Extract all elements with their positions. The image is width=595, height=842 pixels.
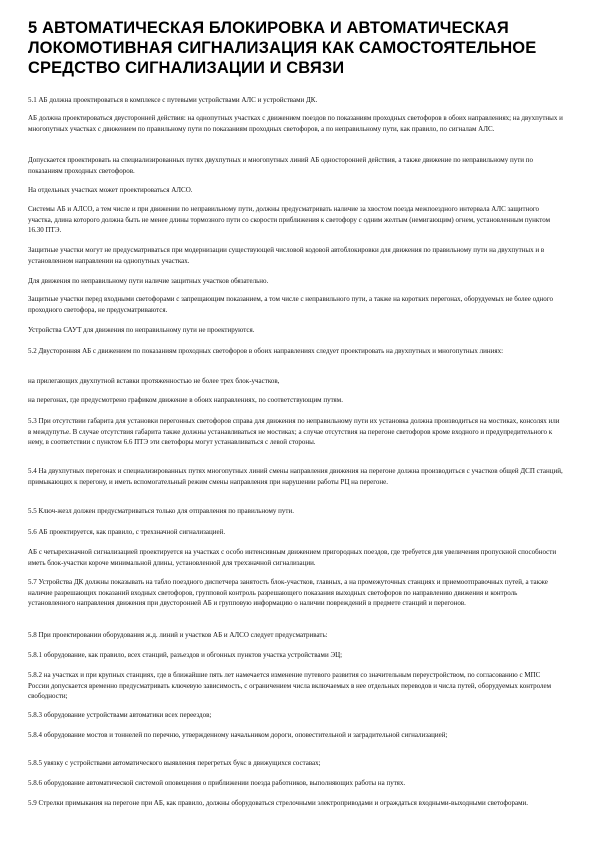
paragraph-5-6-four-aspect: АБ с четырехзначной сигнализацией проектируется на участках с особо интенсивным движением пригородных поездов, где требуется для увеличения пропускной способности иметь блок-участки короче минимальной длины, установленной для трехзначной сигнализации. [28,548,557,567]
paragraph-saut: Устройства САУТ для движения по неправильному пути не проектируются. [28,326,255,334]
paragraph-5-8-4: 5.8.4 оборудование мостов и тоннелей по перечню, утвержденному начальником дороги, оповестительной и заградительной сигнализацией; [28,731,448,739]
paragraph-5-7: 5.7 Устройства ДК должны показывать на табло поездного диспетчера занятость блок-участков, главных, а на промежуточных станциях и приемоотправочных путей, а также наличие разрешающих показаний входных светофоров, групповой контроль разрешающего показания выходных светофоров по направлению движения и контроль установленного направления движения при двусторонней АБ и групповую информацию о наличии повреждений в предмете станций и перегонов. [28,578,548,608]
paragraph-5-8-5: 5.8.5 увязку с устройствами автоматического выявления перегретых букс в движущихся составах; [28,759,321,767]
paragraph-wrong-track-mandatory: Для движения по неправильному пути наличие защитных участков обязательно. [28,277,269,285]
paragraph-5-6: 5.6 АБ проектируется, как правило, с трехзначной сигнализацией. [28,528,226,536]
paragraph-5-8-2: 5.8.2 на участках и при крупных станциях, где в ближайшие пять лет намечается изменение путевого развития со значительным переустройством, по согласованию с МПС России допускается временно предусматривать ключевую зависимость, с ограничением числа включаемых в нее отдельных переводов и числа путей, оборудуемых контролем свободности; [28,671,552,701]
paragraph-specialized-paths: Допускается проектировать на специализированных путях двухпутных и многопутных линий АБ односторонней действия, а также движение по неправильному пути по показаниям проходных светофоров. [28,156,534,175]
document-title: 5 АВТОМАТИЧЕСКАЯ БЛОКИРОВКА И АВТОМАТИЧЕСКАЯ ЛОКОМОТИВНАЯ СИГНАЛИЗАЦИЯ КАК САМОСТОЯТЕЛЬНОЕ СРЕДСТВО СИГНАЛИЗАЦИИ И СВЯЗИ [28,19,537,77]
paragraph-protective-sections: Системы АБ и АЛСО, а тем числе и при движении по неправильному пути, должны предусматривать наличие за хвостом поезда межпоездного интервала АЛС защитного участка, длина которого должна быть не менее длины тормозного пути со скорости приближения к светофору с одним желтым (немигающим) огнем, установленным пунктом 16.30 ПТЭ. [28,205,550,235]
paragraph-5-1-ab-two-way: АБ должна проектироваться двусторонней действия: на однопутных участках с движением поездов по показаниям проходных светофоров в обоих направлениях; на двухпутных и многопутных участках с движением по правильному пути по показаниям проходных светофоров, а по неправильному пути, как правило, по сигналам АЛС. [28,114,563,133]
paragraph-5-5: 5.5 Ключ-жезл должен предусматриваться только для отправления по правильному пути. [28,507,294,515]
paragraph-5-8-3: 5.8.3 оборудование устройствами автоматики всех переездов; [28,711,212,719]
paragraph-5-2-both-directions: на перегонах, где предусмотрено графиком движение в обоих направлениях, по соответствующим путям. [28,396,343,404]
paragraph-protective-not-required: Защитные участки могут не предусматриваться при модернизации существующей числовой кодовой автоблокировки для движения по правильному пути на двухпутных и в установленном направлении на однопутных участках. [28,246,545,265]
paragraph-entrance-signals: Защитные участки перед входными светофорами с запрещающим показанием, а том числе с неправильного пути, а также на коротких перегонах, оборудуемых не более одного проходного светофора, не предусматриваются. [28,295,553,314]
paragraph-5-9: 5.9 Стрелки примыкания на перегоне при АБ, как правило, должны оборудоваться стрелочными электроприводами и ограждаться входными-выходными светофорами. [28,799,529,807]
paragraph-also: На отдельных участках может проектироваться АЛСО. [28,186,193,194]
paragraph-5-2: 5.2 Двусторонняя АБ с движением по показаниям проходных светофоров в обоих направлениях следует проектировать на двухпутных и многопутных линиях: [28,347,504,355]
paragraph-5-1: 5.1 АБ должна проектироваться в комплексе с путевыми устройствами АЛС и устройствами ДК. [28,96,318,104]
paragraph-5-8: 5.8 При проектировании оборудования ж.д. линий и участков АБ и АЛСО следует предусматривать: [28,631,328,639]
paragraph-5-2-insert: на прилегающих двухпутной вставки протяженностью не более трех блок-участков, [28,377,280,385]
paragraph-5-8-6: 5.8.6 оборудование автоматической системой оповещения о приближении поезда работников, выполняющих работы на путях. [28,779,406,787]
paragraph-5-4: 5.4 На двухпутных перегонах и специализированных путях многопутных линий смены направления движения на перегоне должна производиться с участков общей ДСП станций, примыкающих к перегону, и иметь вспомогательный режим смены направления при нарушении работы РЦ на перегоне. [28,467,563,486]
paragraph-5-3: 5.3 При отсутствии габарита для установки перегонных светофоров справа для движения по неправильному пути их установка должна производиться на мостиках, консолях или в междупутье. В случае отсутствия габарита также должны устанавливаться не мостиках; а случае отсутствия на перегоне светофоров кроме входного и предупредительного к нему, в соответствии с пунктом 6.6 ПТЭ эти светофоры могут устанавливаться с левой стороны. [28,417,560,447]
paragraph-5-8-1: 5.8.1 оборудование, как правило, всех станций, разъездов и обгонных пунктов участка устройствами ЭЦ; [28,651,343,659]
